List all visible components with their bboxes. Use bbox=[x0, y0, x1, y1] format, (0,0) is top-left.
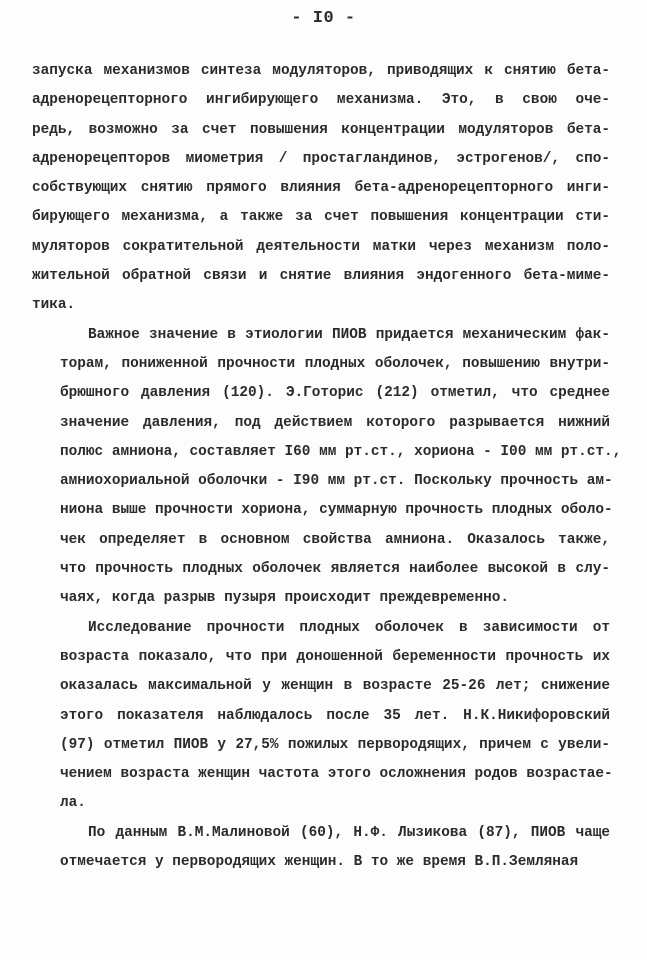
paragraph bbox=[32, 57, 610, 321]
paragraph bbox=[32, 614, 613, 819]
text-line: возраста показало, что при доношенной беременности прочность их bbox=[60, 648, 610, 665]
text-line: Исследование прочности плодных оболочек в зависимости от bbox=[88, 619, 610, 636]
text-line: ла. bbox=[60, 795, 86, 812]
text-line: полюс амниона, составляет I60 мм рт.ст., хориона - I00 мм рт.ст., bbox=[60, 443, 622, 460]
text-line: что прочность плодных оболочек является наиболее высокой в слу- bbox=[60, 561, 610, 578]
text-line: жительной обратной связи и снятие влияния эндогенного бета-миме- bbox=[32, 268, 610, 285]
paragraph bbox=[32, 819, 610, 878]
text-line: Важное значение в этиологии ПИОВ придается механическим фак- bbox=[88, 326, 610, 343]
page-number: - I0 - bbox=[291, 9, 356, 28]
text-line: торам, пониженной прочности плодных оболочек, повышению внутри- bbox=[60, 355, 610, 372]
text-line: запуска механизмов синтеза модуляторов, приводящих к снятию бета- bbox=[32, 63, 610, 79]
text-line: отмечается у первородящих женщин. В то же время В.П.Земляная bbox=[60, 854, 579, 871]
text-line: оказалась максимальной у женщин в возрасте 25-26 лет; снижение bbox=[60, 678, 610, 695]
text-line: этого показателя наблюдалось после 35 лет. Н.К.Никифоровский bbox=[60, 707, 610, 724]
text-line: брюшного давления (120). Э.Готорис (212) отметил, что среднее bbox=[60, 385, 610, 402]
text-line: чением возраста женщин частота этого осложнения родов возрастае- bbox=[60, 766, 613, 783]
paragraph bbox=[32, 321, 622, 614]
text-line: чек определяет в основном свойства амниона. Оказалось также, bbox=[60, 531, 610, 548]
document-body bbox=[32, 57, 622, 877]
text-line: собствующих снятию прямого влияния бета-адренорецепторного инги- bbox=[32, 180, 610, 197]
text-line: редь, возможно за счет повышения концентрации модуляторов бета- bbox=[32, 121, 610, 138]
text-line: значение давления, под действием которого разрывается нижний bbox=[60, 414, 610, 431]
text-line: адренорецепторного ингибирующего механизма. Это, в свою оче- bbox=[32, 92, 610, 109]
text-line: По данным В.М.Малиновой (60), Н.Ф. Лызикова (87), ПИОВ чаще bbox=[88, 824, 610, 841]
text-line: чаях, когда разрыв пузыря происходит преждевременно. bbox=[60, 590, 510, 607]
text-line: амниохориальной оболочки - I90 мм рт.ст. Поскольку прочность ам- bbox=[60, 473, 613, 490]
text-line: (97) отметил ПИОВ у 27,5% пожилых первородящих, причем с увели- bbox=[60, 736, 610, 753]
text-line: муляторов сократительной деятельности матки через механизм поло- bbox=[32, 238, 610, 255]
text-line: тика. bbox=[32, 297, 76, 314]
text-line: адренорецепторов миометрия / простагландинов, эстрогенов/, спо- bbox=[32, 150, 610, 167]
text-line: бирующего механизма, а также за счет повышения концентрации сти- bbox=[32, 209, 610, 226]
text-line: ниона выше прочности хориона, суммарную прочность плодных оболо- bbox=[60, 502, 613, 519]
